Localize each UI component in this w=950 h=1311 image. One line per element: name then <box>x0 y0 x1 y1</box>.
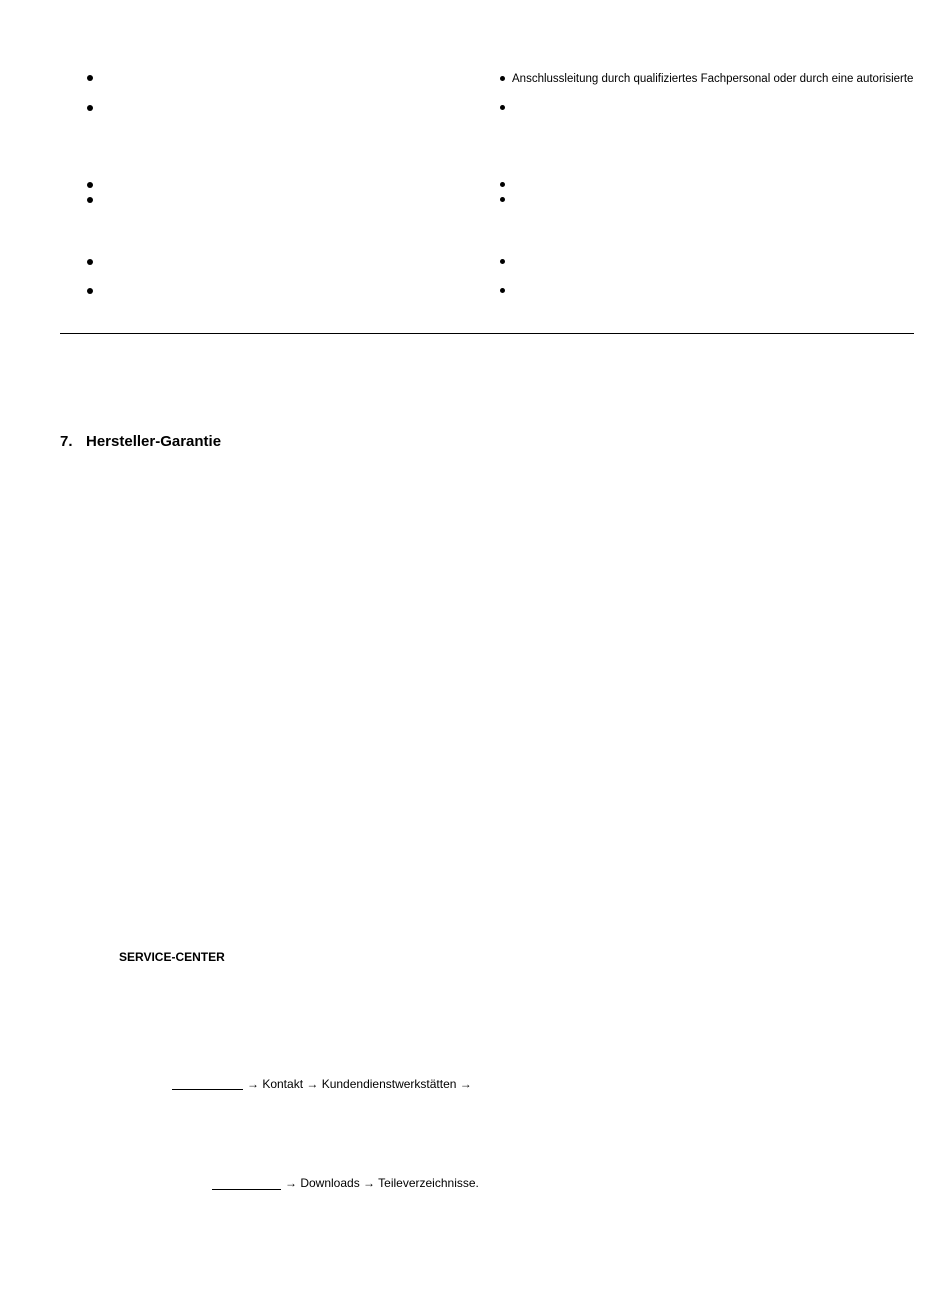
left-bullet-1 <box>87 75 93 81</box>
section-number: 7. <box>60 433 73 450</box>
downloads-link-blank <box>212 1189 281 1190</box>
left-bullet-6 <box>87 288 93 294</box>
section-heading <box>60 433 221 450</box>
right-bullet-5 <box>500 259 505 264</box>
left-bullet-4 <box>87 197 93 203</box>
workshops-path: → Kontakt → Kundendienstwerkstätten → <box>247 1077 472 1091</box>
right-bullet-4 <box>500 197 505 202</box>
left-bullet-5 <box>87 259 93 265</box>
section-title: Hersteller-Garantie <box>86 433 222 450</box>
right-bullet-3 <box>500 182 505 187</box>
right-bullet-6 <box>500 288 505 293</box>
section-divider <box>60 333 914 334</box>
right-item-1-text: Anschlussleitung durch qualifiziertes Fachpersonal oder durch eine autorisierte <box>512 73 914 85</box>
downloads-path: → Downloads → Teileverzeichnisse. <box>285 1176 479 1190</box>
right-bullet-1 <box>500 76 505 81</box>
workshops-link-blank <box>172 1089 243 1090</box>
right-bullet-2 <box>500 105 505 110</box>
left-bullet-2 <box>87 105 93 111</box>
left-bullet-3 <box>87 182 93 188</box>
service-center-label: SERVICE-CENTER <box>119 950 225 964</box>
